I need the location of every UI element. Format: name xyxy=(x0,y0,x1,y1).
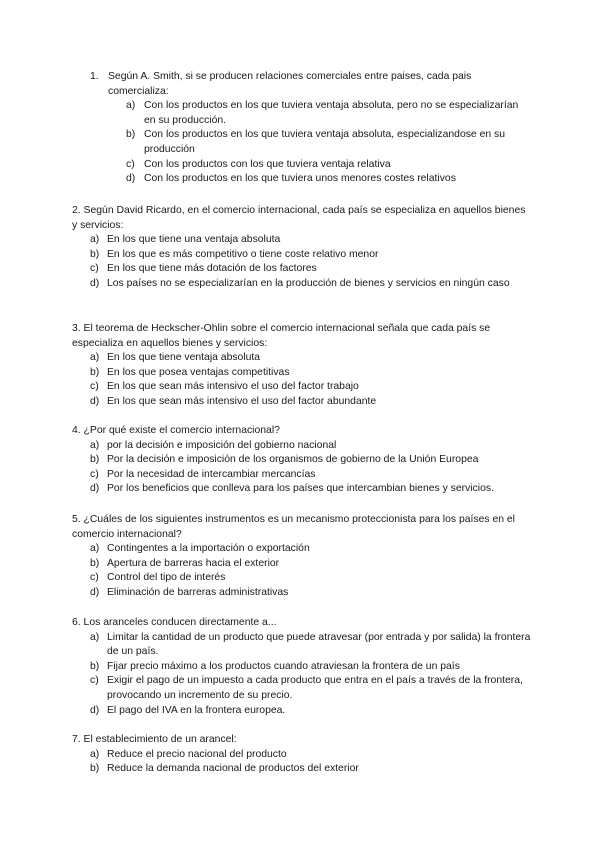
option-a: a) Contingentes a la importación o exportación xyxy=(90,543,310,555)
answer-options xyxy=(72,542,532,600)
question-4 xyxy=(72,424,532,497)
option-c: c) Con los productos con los que tuviera ventaja relativa xyxy=(126,158,391,170)
option-c: c) Control del tipo de interés xyxy=(90,572,226,584)
option-c: c) En los que tiene más dotación de los factores xyxy=(90,263,317,275)
option-d: d) El pago del IVA en la frontera europea. xyxy=(90,704,286,716)
question-2 xyxy=(72,204,532,292)
question-stem: 6. Los aranceles conducen directamente a... xyxy=(72,617,277,628)
answer-options xyxy=(72,748,532,777)
answer-options xyxy=(90,99,530,187)
option-b: b) Con los productos en los que tuviera ventaja absoluta, especializandose en su producción xyxy=(126,129,506,155)
question-stem: 2. Según David Ricardo, en el comercio internacional, cada país se especializa en aquellos bienes y servicios: xyxy=(72,205,526,231)
question-stem: 3. El teorema de Heckscher-Ohlin sobre el comercio internacional señala que cada país se especializa en aquellos bienes y servicios: xyxy=(72,323,491,349)
option-a: a) por la decisión e imposición del gobierno nacional xyxy=(90,439,337,451)
option-b: b) Por la decisión e imposición de los organismos de gobierno de la Unión Europea xyxy=(90,454,479,466)
option-d: d) En los que sean más intensivo el uso del factor abundante xyxy=(90,395,377,407)
question-stem: 7. El establecimiento de un arancel: xyxy=(72,734,237,745)
question-stem: 1. Según A. Smith, si se producen relaciones comerciales entre paises, cada pais comercializa: xyxy=(90,71,472,97)
option-a: a) Limitar la cantidad de un producto que puede atravesar (por entrada y por salida) la frontera de un país. xyxy=(90,631,531,658)
option-b: b) En los que es más competitivo o tiene coste relativo menor xyxy=(90,248,379,260)
option-c: c) En los que sean más intensivo el uso del factor trabajo xyxy=(90,381,359,393)
option-b: b) Reduce la demanda nacional de productos del exterior xyxy=(90,763,359,775)
question-stem: 5. ¿Cuáles de los siguientes instrumentos es un mecanismo proteccionista para los países en el comercio internacional? xyxy=(72,514,515,540)
question-7 xyxy=(72,733,532,777)
option-a: a) En los que tiene una ventaja absoluta xyxy=(90,234,281,246)
option-b: b) Fijar precio máximo a los productos cuando atraviesan la frontera de un país xyxy=(90,660,460,672)
question-stem: 4. ¿Por qué existe el comercio internacional? xyxy=(72,425,280,436)
answer-options xyxy=(72,439,532,497)
option-c: c) Exigir el pago de un impuesto a cada producto que entra en el país a través de la frontera, provocando un incremento de su precio. xyxy=(90,675,523,701)
option-d: d) Eliminación de barreras administrativas xyxy=(90,586,289,598)
answer-options xyxy=(72,631,532,719)
option-c: c) Por la necesidad de intercambiar mercancías xyxy=(90,468,316,480)
option-a: a) Con los productos en los que tuviera ventaja absoluta, pero no se especializarían en su producción. xyxy=(126,100,519,126)
option-b: b) Apertura de barreras hacia el exterior xyxy=(90,557,280,569)
answer-options xyxy=(72,233,532,291)
option-a: a) Reduce el precio nacional del producto xyxy=(90,748,287,760)
question-1 xyxy=(90,70,530,187)
option-d: d) Por los beneficios que conlleva para los países que intercambian bienes y servicios. xyxy=(90,483,494,495)
question-5 xyxy=(72,513,532,601)
answer-options xyxy=(72,351,532,409)
question-number: 1. xyxy=(90,71,99,82)
option-d: d) Los países no se especializarían en la producción de bienes y servicios en ningún caso xyxy=(90,277,510,289)
option-d: d) Con los productos en los que tuviera unos menores costes relativos xyxy=(126,173,456,185)
option-b: b) En los que posea ventajas competitivas xyxy=(90,366,290,378)
option-a: a) En los que tiene ventaja absoluta xyxy=(90,352,261,364)
question-3 xyxy=(72,322,532,410)
question-6 xyxy=(72,616,532,718)
